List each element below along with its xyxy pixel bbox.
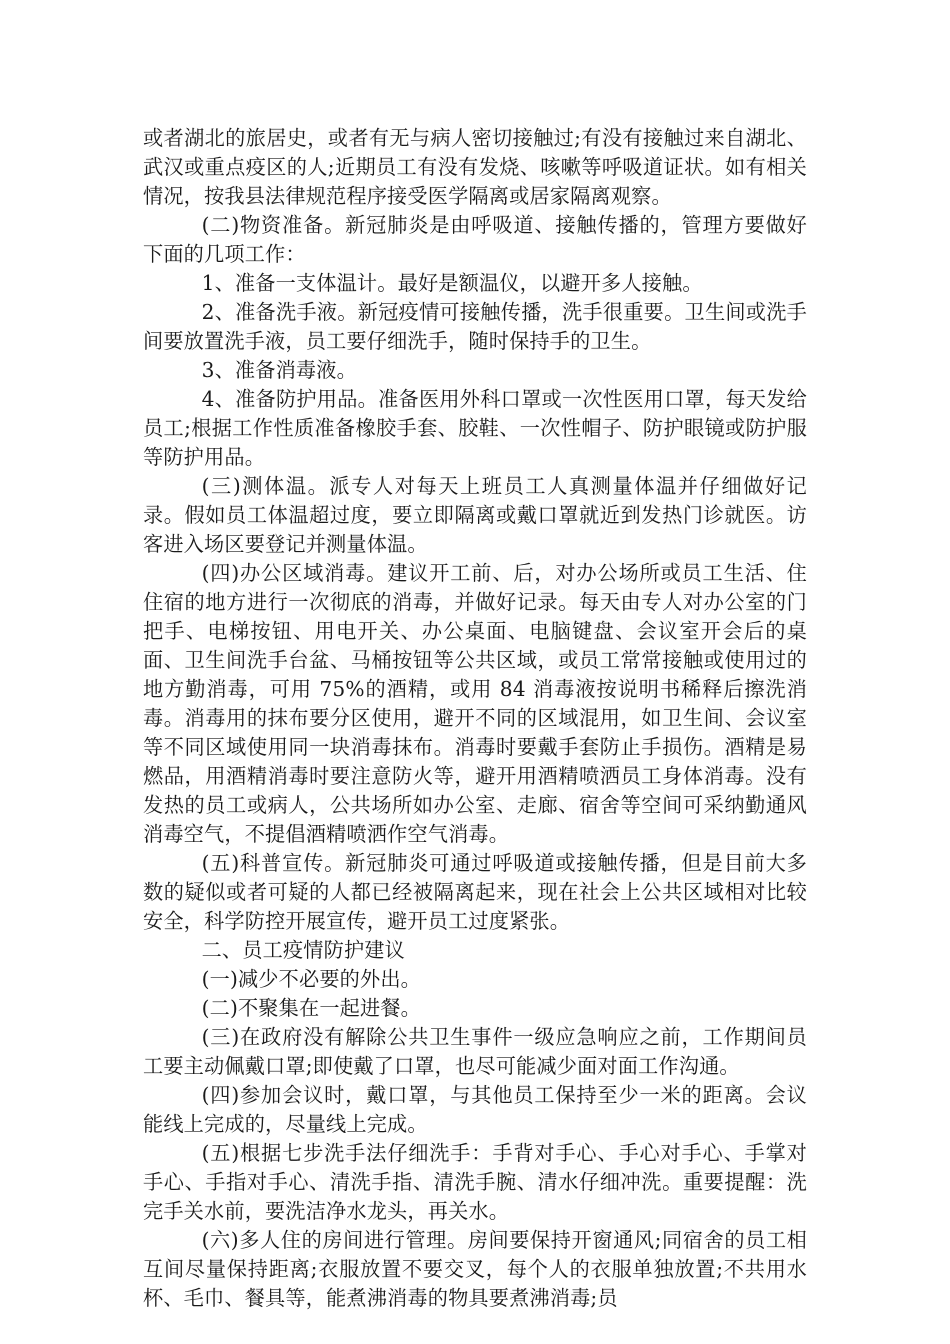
paragraph-item-disinfectant: 3、准备消毒液。 <box>201 358 357 382</box>
paragraph-wear-masks: (三)在政府没有解除公共卫生事件一级应急响应之前，工作期间员工要主动佩戴口罩;即使戴了口罩，也尽可能减少面对面工作沟通。 <box>143 1025 807 1078</box>
paragraph-publicity: (五)科普宣传。新冠肺炎可通过呼吸道或接触传播，但是目前大多数的疑似或者可疑的人都已经被隔离起来，现在社会上公共区域相对比较安全，科学防控开展宣传，避开员工过度紧张。 <box>143 851 807 933</box>
section-heading-employee-protection: 二、员工疫情防护建议 <box>201 938 405 962</box>
paragraph-reduce-outings: (一)减少不必要的外出。 <box>201 967 422 991</box>
paragraph-meetings: (四)参加会议时，戴口罩，与其他员工保持至少一米的距离。会议能线上完成的，尽量线上完成。 <box>143 1083 807 1136</box>
paragraph-supplies: (二)物资准备。新冠肺炎是由呼吸道、接触传播的，管理方要做好下面的几项工作： <box>143 213 807 266</box>
paragraph-office-disinfection: (四)办公区域消毒。建议开工前、后，对办公场所或员工生活、住住宿的地方进行一次彻底的消毒，并做好记录。每天由专人对办公室的门把手、电梯按钮、用电开关、办公桌面、电脑键盘、会议室开会后的桌面、卫生间洗手台盆、马桶按钮等公共区域，或员工常常接触或使用过的地方勤消毒，可用 75%的酒精，或用 84 消毒液按说明书稀释后擦洗消毒。消毒用的抹布要分区使用，避开不同的区域混用，如卫生间、会议室等不同区域使用同一块消毒抹布。消毒时要戴手套防止手损伤。酒精是易燃品，用酒精消毒时要注意防火等，避开用酒精喷洒员工身体消毒。没有发热的员工或病人，公共场所如办公室、走廊、宿舍等空间可采纳勤通风消毒空气，不提倡酒精喷洒作空气消毒。 <box>143 561 807 846</box>
paragraph-shared-rooms: (六)多人住的房间进行管理。房间要保持开窗通风;同宿舍的员工相互间尽量保持距离;衣服放置不要交叉，每个人的衣服单独放置;不共用水杯、毛巾、餐具等，能煮沸消毒的物具要煮沸消毒;员 <box>143 1228 807 1310</box>
paragraph-hand-washing: (五)根据七步洗手法仔细洗手：手背对手心、手心对手心、手掌对手心、手指对手心、清洗手指、清洗手腕、清水仔细冲洗。重要提醒：洗完手关水前，要洗洁净水龙头，再关水。 <box>143 1141 807 1223</box>
document-body <box>143 124 807 1313</box>
paragraph-item-thermometer: 1、准备一支体温计。最好是额温仪，以避开多人接触。 <box>201 271 703 295</box>
paragraph-temperature-check: (三)测体温。派专人对每天上班员工人真测量体温并仔细做好记录。假如员工体温超过度，要立即隔离或戴口罩就近到发热门诊就医。访客进入场区要登记并测量体温。 <box>143 474 807 556</box>
paragraph-item-hand-sanitizer: 2、准备洗手液。新冠疫情可接触传播，洗手很重要。卫生间或洗手间要放置洗手液，员工要仔细洗手，随时保持手的卫生。 <box>143 300 807 353</box>
paragraph-no-group-meals: (二)不聚集在一起进餐。 <box>201 996 422 1020</box>
paragraph-continuation: 或者湖北的旅居史，或者有无与病人密切接触过;有没有接触过来自湖北、武汉或重点疫区的人;近期员工有没有发烧、咳嗽等呼吸道证状。如有相关情况，按我县法律规范程序接受医学隔离或居家隔离观察。 <box>143 126 807 208</box>
paragraph-item-protective-gear: 4、准备防护用品。准备医用外科口罩或一次性医用口罩，每天发给员工;根据工作性质准备橡胶手套、胶鞋、一次性帽子、防护眼镜或防护服等防护用品。 <box>143 387 807 469</box>
